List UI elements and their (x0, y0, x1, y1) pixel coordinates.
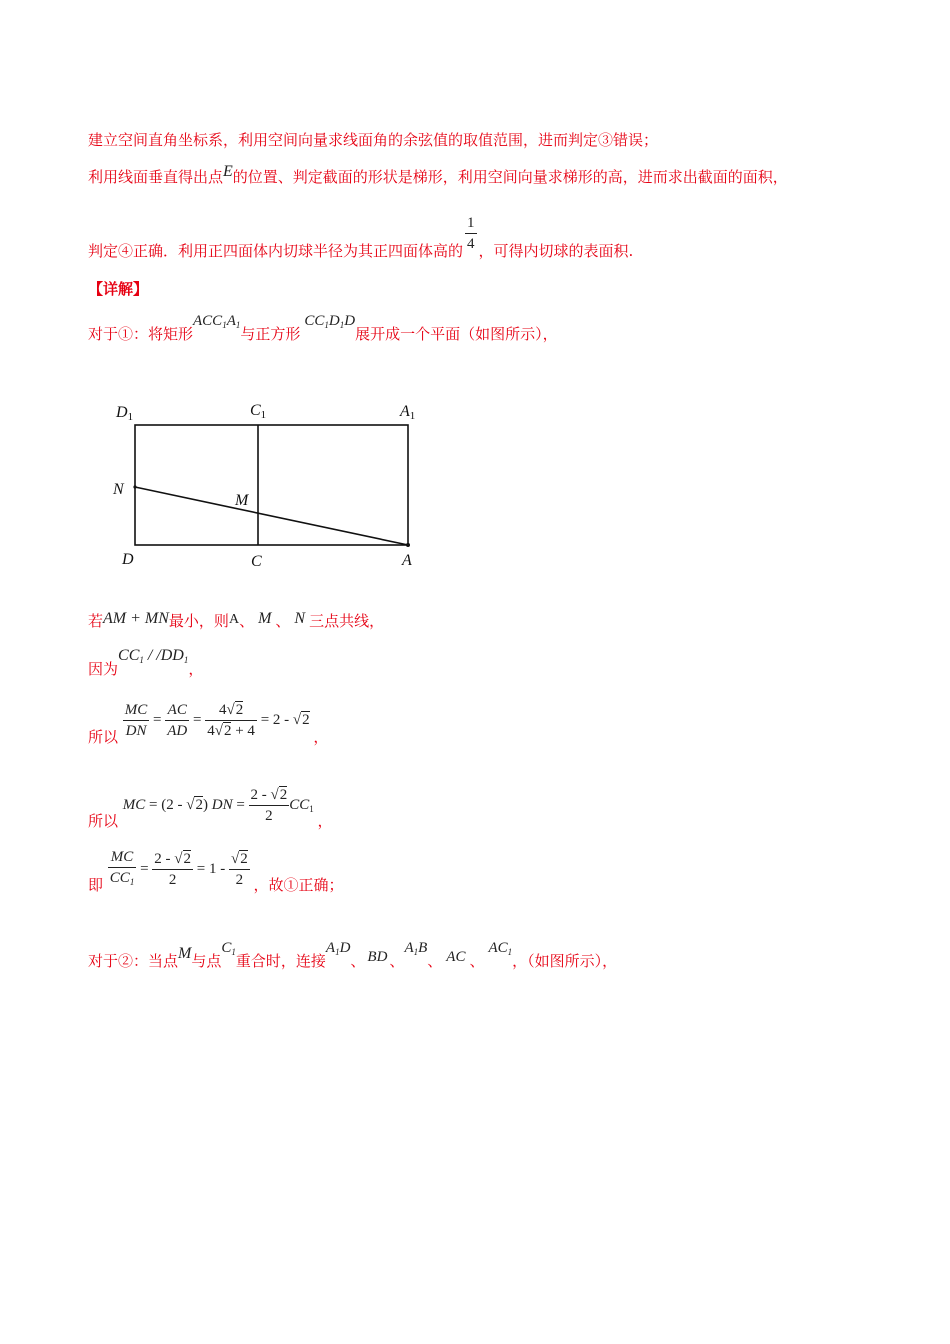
item2-text-d: ，（如图所示）， (512, 952, 618, 970)
ratio-result: = 2 - √2 (260, 711, 310, 728)
para1-line3 (88, 213, 634, 260)
label-c1: C1 (250, 402, 267, 421)
item2-line (88, 940, 618, 975)
line-so1-text-a: 所以 (88, 727, 119, 746)
ratio-two-minus-root2: $\frac{2 - √2}{2}$ (154, 851, 192, 888)
line-ie (88, 849, 344, 897)
point-a: A (228, 612, 240, 627)
rect-acc1a1: $ACC_1A_1$ (193, 313, 241, 330)
point-c1: $C_1$ (221, 940, 236, 957)
para1-line2 (88, 163, 788, 187)
label-n: N (113, 481, 124, 498)
mc-equation: MC = (2 - √2) DN = $\frac{2 - √2}{2}$ $CC_1$ (122, 787, 314, 824)
sep-a: 、 (350, 952, 366, 970)
item2-text-a: 对于②：当点 (88, 952, 179, 970)
item1-text-b: 与正方形 (240, 325, 301, 343)
sep-d: 、 (469, 952, 485, 970)
point-a-dot (406, 543, 410, 547)
point-m: M (258, 610, 272, 627)
point-n: N (294, 610, 306, 627)
para1-line1: 建立空间直角坐标系，利用空间向量求线面角的余弦值的取值范围，进而判定③错误； (88, 131, 659, 149)
ratio-root2-over-2: $\frac{√2}{2}$ (230, 851, 248, 888)
item1-line (88, 313, 558, 348)
ratio-ac-ad: $\frac{AC}{AD}$ (167, 702, 188, 739)
label-a1: A1 (400, 403, 416, 422)
line-min (88, 612, 384, 632)
line-min-text-a: 若 (88, 612, 104, 630)
seg-a1b: $A_1B$ (404, 940, 428, 957)
label-a: A (402, 552, 412, 569)
quarter-den: 4 (467, 236, 475, 252)
mc-fraction: $\frac{2 - √2}{2}$ (250, 787, 288, 824)
ratio-value: $\frac{4√2}{4√2 + 4}$ (207, 702, 255, 739)
sep2: 、 (275, 612, 291, 630)
line-ie-text-a: 即 (88, 875, 104, 894)
seg-a1d: $A_1D$ (325, 940, 351, 957)
para1-line3-text-b: ，可得内切球的表面积. (478, 241, 634, 260)
label-d: D (122, 551, 134, 568)
sep1: 、 (239, 612, 255, 630)
point-m2: M (178, 945, 192, 962)
segment-na (135, 487, 408, 545)
label-m: M (235, 492, 249, 509)
item2-text-b: 与点 (191, 952, 222, 970)
item1-text-a: 对于①：将矩形 (88, 325, 194, 343)
label-c: C (251, 553, 262, 570)
detail-heading: 【详解】 (88, 280, 149, 298)
point-n-dot (133, 485, 136, 488)
quarter-num: 1 (465, 213, 477, 234)
ratio-mc-cc1: $\frac{MC}{CC_1}$ (109, 849, 135, 887)
parallel-expr: $CC_1 / /DD_1$ (118, 647, 189, 665)
expr-am-mn: AM + MN (103, 610, 169, 627)
quarter-fraction (465, 213, 477, 254)
line-min-text-c: 三点共线， (309, 612, 385, 630)
seg-bd: BD (367, 949, 388, 965)
seg-ac: AC (446, 949, 466, 965)
para1-line3-text-a: 判定④正确．利用正四面体内切球半径为其正四面体高的 (88, 241, 464, 260)
ratio-mc-cc1-equation: $\frac{MC}{CC_1}$ = $\frac{2 - √2}{2}$ = 1 - $\frac{√2}{2}$ (108, 861, 254, 877)
figure-unfolded-plane (100, 390, 430, 575)
para1-line2-text-b: 的位置、判定截面的形状是梯形，利用空间向量求梯形的高，进而求出截面的面积， (232, 168, 788, 186)
line-so1 (88, 702, 329, 747)
line-min-text-b: 最小，则 (168, 612, 229, 630)
square-cc1d1d: $CC_1D_1D$ (304, 313, 356, 330)
line-so2-text-a: 所以 (88, 811, 119, 830)
outer-rectangle (135, 425, 408, 545)
item2-text-c: 重合时，连接 (235, 952, 326, 970)
para1-line2-text-a: 利用线面垂直得出点 (88, 168, 224, 186)
line-because (88, 647, 204, 683)
seg-ac1: $AC_1$ (488, 940, 513, 957)
item1-text-c: 展开成一个平面（如图所示）， (355, 325, 558, 343)
sep-c: 、 (427, 952, 443, 970)
line-so2 (88, 787, 333, 831)
line-because-text-b: ， (188, 660, 204, 678)
label-d1: D1 (116, 404, 134, 423)
line-so1-text-b: ， (313, 727, 329, 746)
ratio-equation: $\frac{MC}{DN}$ = $\frac{AC}{AD}$ = $\frac{4√2}{4√2 + 4}$ = 2 - √2 (124, 702, 310, 739)
sep-b: 、 (389, 952, 405, 970)
line-because-text-a: 因为 (88, 660, 119, 678)
ratio-mc-dn: $\frac{MC}{DN}$ (124, 702, 148, 739)
point-e: E (223, 163, 233, 180)
line-ie-text-b: ，故①正确； (253, 875, 344, 894)
line-so2-text-b: ， (317, 811, 333, 830)
